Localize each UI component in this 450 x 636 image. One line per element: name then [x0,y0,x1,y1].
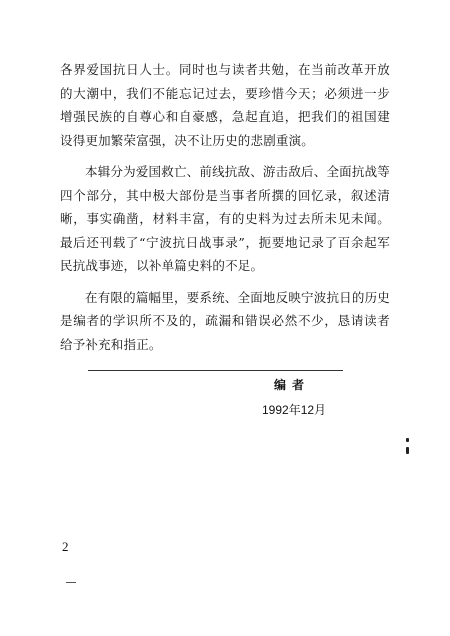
signature-date: 1992年12月 [262,403,327,417]
paragraph-continuation: 各界爱国抗日人士。同时也与读者共勉，在当前改革开放的大潮中，我们不能忘记过去，要珍惜今天；必须进一步增强民族的自尊心和自豪感，急起直追，把我们的祖国建设得更加繁荣富强，决不让历史的悲剧重演。 [60,62,390,148]
author-signature: 编者 [274,378,311,392]
page-number: 2 [62,539,69,554]
footer-rule [66,582,76,583]
signature-rule [88,370,343,371]
body-text [60,58,390,364]
margin-punctuation-mark [405,438,411,456]
paragraph-contents: 本辑分为爱国救亡、前线抗敌、游击敌后、全面抗战等四个部分，其中极大部份是当事者所撰的回忆录，叙述清晰，事实确凿，材料丰富，有的史料为过去所未见未闻。最后还刊载了“宁波抗日战事录”，扼要地记录了百余起军民抗战事迹，以补单篇史料的不足。 [60,164,390,273]
paragraph-apology: 在有限的篇幅里，要系统、全面地反映宁波抗日的历史是编者的学识所不及的，疏漏和错误必然不少，恳请读者给予补充和指正。 [60,289,390,352]
